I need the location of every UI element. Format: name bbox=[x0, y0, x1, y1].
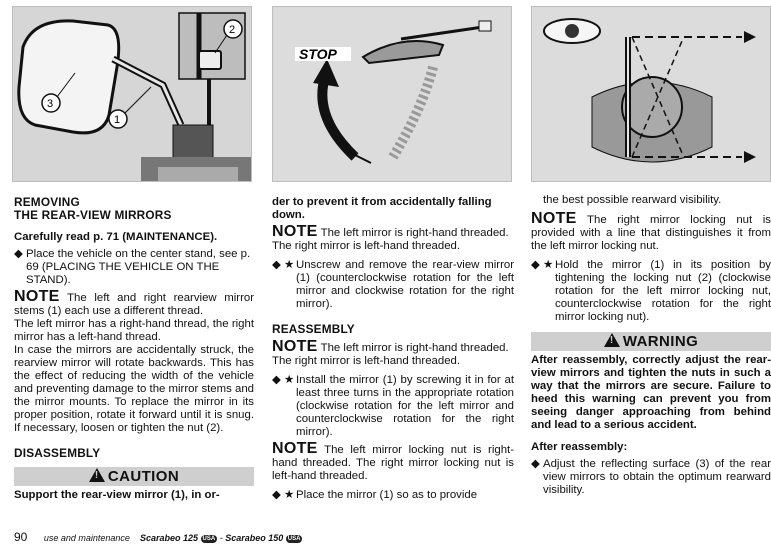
careful-read: Carefully read p. 71 (MAINTENANCE). bbox=[14, 231, 218, 243]
star-icon: ★ bbox=[283, 374, 295, 386]
eye-icon bbox=[544, 19, 600, 43]
caution-banner: !CAUTION bbox=[14, 467, 254, 486]
heading-removing: REMOVING bbox=[14, 195, 80, 209]
footer-model-1: Scarabeo 125 bbox=[139, 533, 198, 543]
column-2 bbox=[272, 196, 514, 502]
page-footer bbox=[14, 530, 534, 545]
mirror-diagram-illustration bbox=[13, 7, 252, 182]
heading-reassembly: REASSEMBLY bbox=[272, 322, 355, 336]
callout-2: 2 bbox=[229, 24, 236, 36]
support-text: Support the rear-view mirror (1), in or- bbox=[14, 489, 220, 501]
bullet-hold: ◆ ★ Hold the mirror (1) in its position by tightening the locking nut (2) (clockwise rotation for the left mirror locking nut, counterclockwise rotation for the right mirror locking nut). bbox=[531, 259, 771, 323]
page-number: 90 bbox=[14, 530, 28, 544]
rotation-diagram-illustration bbox=[273, 7, 512, 182]
bullet-diamond-icon: ◆ bbox=[272, 374, 281, 386]
continued-text: der to prevent it from accidentally falling down. bbox=[272, 196, 492, 221]
stop-label: STOP bbox=[299, 46, 337, 62]
bullet-install: ◆ ★ Install the mirror (1) by screwing it in for at least three turns in the appropriate rotation (clockwise rotation for the left mirror and counterclockwise rotation for the right mirror). bbox=[272, 374, 514, 438]
figure-mirror-adjustment bbox=[531, 6, 771, 182]
bullet-center-stand: ◆ Place the vehicle on the center stand, see p. 69 (PLACING THE VEHICLE ON THE STAND). bbox=[14, 248, 251, 286]
column-1 bbox=[14, 196, 254, 502]
bullet-adjust: ◆ Adjust the reflecting surface (3) of the rear view mirrors to obtain the optimum rearward visibility. bbox=[531, 458, 771, 496]
continued-text: the best possible rearward visibility. bbox=[543, 194, 722, 206]
bullet-diamond-icon: ◆ bbox=[531, 458, 540, 470]
heading-disassembly: DISASSEMBLY bbox=[14, 446, 101, 460]
star-icon: ★ bbox=[542, 259, 554, 271]
bullet-diamond-icon: ◆ bbox=[14, 248, 23, 260]
callout-3: 3 bbox=[47, 98, 54, 110]
usa-badge: USA bbox=[287, 535, 301, 542]
warning-triangle-icon bbox=[89, 468, 105, 482]
figure-mirror-removal bbox=[12, 6, 252, 182]
bullet-unscrew: ◆ ★ Unscrew and remove the rear-view mirror (1) (counterclockwise rotation for the left mirror and clockwise rotation for the right mirror). bbox=[272, 259, 514, 310]
note-2: NOTE The left mirror is right-hand threaded. The right mirror is left-hand threaded. bbox=[272, 338, 509, 367]
bullet-diamond-icon: ◆ bbox=[272, 259, 281, 271]
adjustment-diagram-illustration bbox=[532, 7, 771, 182]
heading-rear-view-mirrors: THE REAR-VIEW MIRRORS bbox=[14, 208, 172, 222]
callout-1: 1 bbox=[114, 114, 121, 126]
note-1: NOTE The left mirror is right-hand threaded. The right mirror is left-hand threaded. bbox=[272, 223, 509, 252]
bullet-diamond-icon: ◆ bbox=[531, 259, 540, 271]
star-icon: ★ bbox=[283, 259, 295, 271]
note-3: NOTE The left mirror locking nut is right-hand threaded. The right mirror locking nut is left-hand threaded. bbox=[272, 440, 515, 482]
warning-triangle-icon bbox=[604, 333, 620, 347]
note-block: NOTE The left and right rearview mirror stems (1) each use a different thread. bbox=[14, 288, 254, 317]
para-accident: In case the mirrors are accidentally struck, the rearview mirror will rotate backwards. This has the effect of reducing the width of the vehicle and preventing damage to the mirror stems and the mirror mounts. To replace the mirror in its proper position, rotate it forward until it is snug. If necessary, loosen or tighten the nut (2). bbox=[14, 344, 254, 434]
after-reassembly: After reassembly: bbox=[531, 441, 628, 453]
figure-mirror-rotation bbox=[272, 6, 512, 182]
bullet-diamond-icon: ◆ bbox=[272, 489, 281, 501]
footer-use: use and maintenance bbox=[43, 533, 130, 543]
column-3 bbox=[531, 194, 771, 497]
footer-model-2: Scarabeo 150 bbox=[225, 533, 284, 543]
warning-banner: !WARNING bbox=[531, 332, 771, 351]
warning-text: After reassembly, correctly adjust the rear-view mirrors and tighten the nuts in such a way that the mirrors are secure. Failure to heed this warning can prevent you from seeing danger approaching from behind and lead to a serious accident. bbox=[531, 354, 771, 431]
usa-badge: USA bbox=[202, 535, 216, 542]
para-thread: The left mirror has a right-hand thread, the right mirror has a left-hand thread. bbox=[14, 318, 254, 343]
footer-separator: - bbox=[219, 533, 223, 543]
bullet-place: ◆ ★ Place the mirror (1) so as to provide bbox=[272, 489, 478, 501]
star-icon: ★ bbox=[283, 489, 295, 501]
note-locking-nut: NOTE The right mirror locking nut is provided with a line that distinguishes it from the left mirror locking nut. bbox=[531, 210, 771, 252]
